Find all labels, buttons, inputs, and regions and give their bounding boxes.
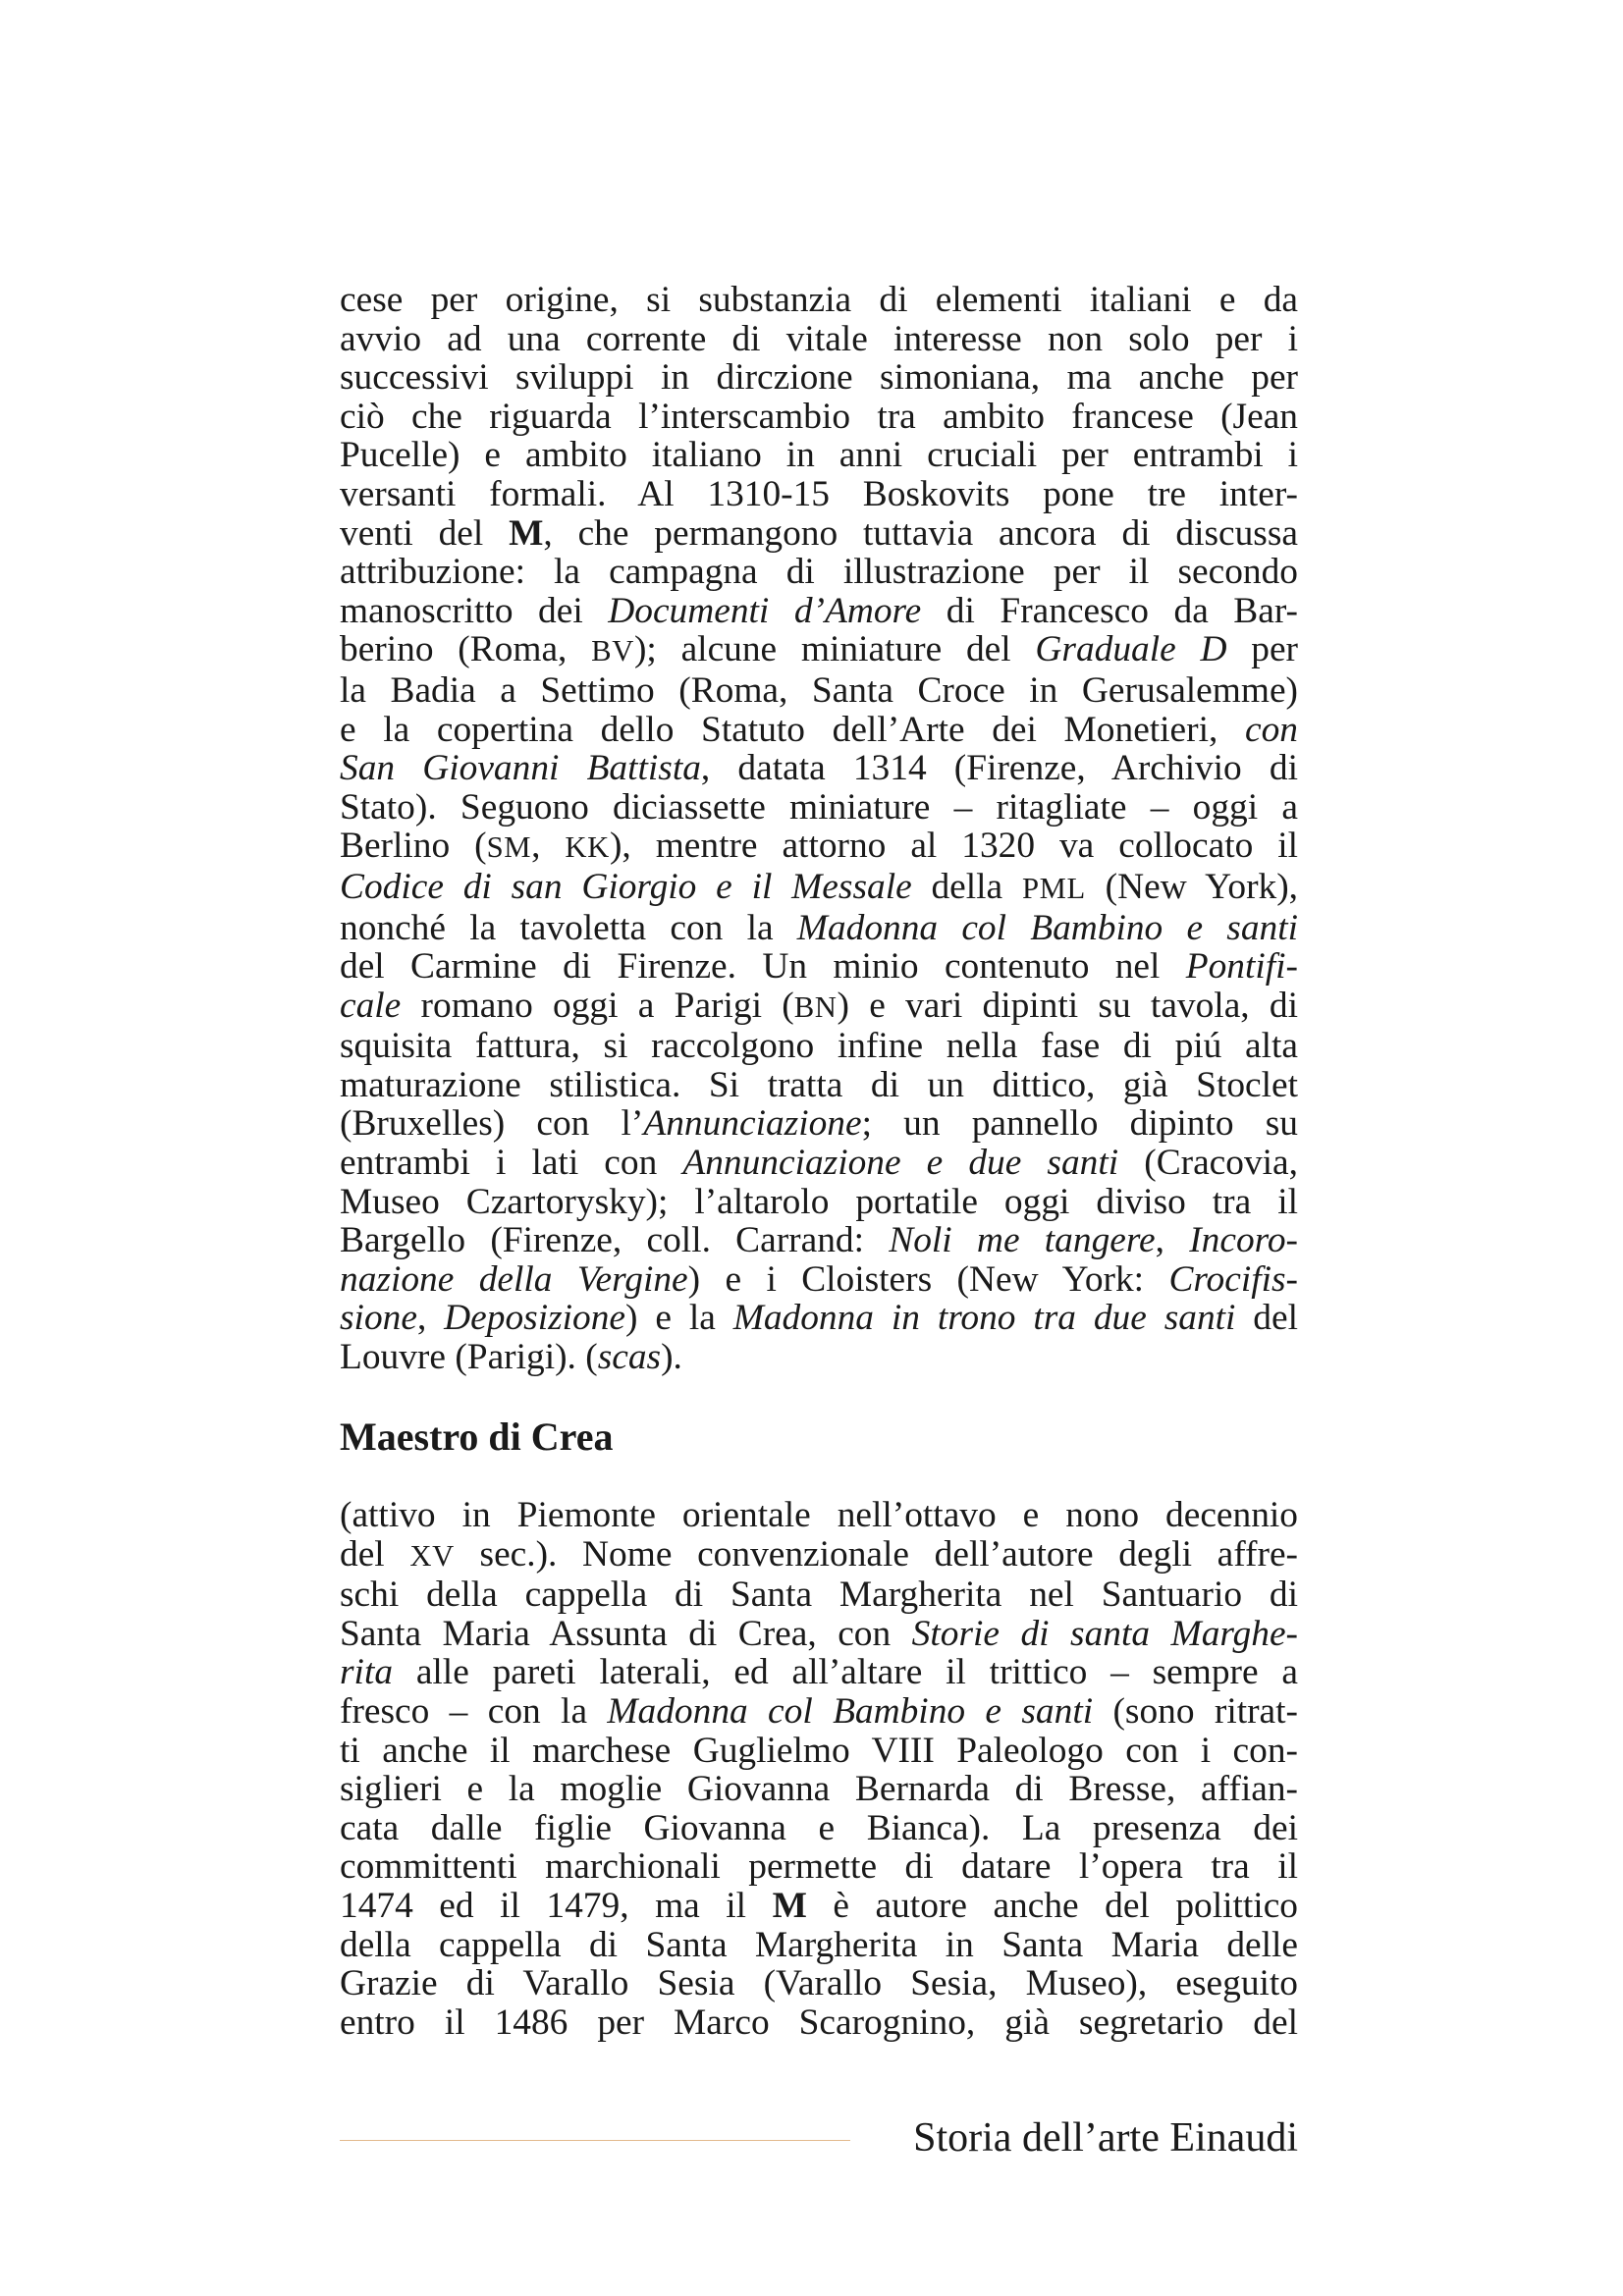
text-line: cale romano oggi a Parigi (BN) e vari dipinti su tavola, di [340, 985, 1298, 1026]
text-line: siglieri e la moglie Giovanna Bernarda di Bresse, affian- [340, 1769, 1298, 1810]
text-line: entro il 1486 per Marco Scarognino, già segretario del [340, 2002, 1298, 2043]
text-line: entrambi i lati con Annunciazione e due santi (Cracovia, [340, 1143, 1298, 1184]
text-line: squisita fattura, si raccolgono infine nella fase di piú alta [340, 1026, 1298, 1067]
text-line: del Carmine di Firenze. Un minio contenuto nel Pontifi- [340, 946, 1298, 988]
text-line: Santa Maria Assunta di Crea, con Storie di santa Marghe- [340, 1613, 1298, 1654]
text-line: committenti marchionali permette di datare l’opera tra il [340, 1846, 1298, 1888]
text-line: cata dalle figlie Giovanna e Bianca). La presenza dei [340, 1807, 1298, 1848]
text-line: Stato). Seguono diciassette miniature – ritagliate – oggi a [340, 786, 1298, 828]
entry-maestro-body [340, 281, 1298, 1377]
text-line: (Bruxelles) con l’Annunciazione; un pannello dipinto su [340, 1103, 1298, 1145]
footer-divider [340, 2140, 850, 2141]
text-line: nazione della Vergine) e i Cloisters (New York: Crocifis- [340, 1258, 1298, 1300]
text-line: rita alle pareti laterali, ed all’altare il trittico – sempre a [340, 1652, 1298, 1693]
text-line: 1474 ed il 1479, ma il M è autore anche del polittico [340, 1885, 1298, 1926]
text-line: successivi sviluppi in dirczione simoniana, ma anche per [340, 357, 1298, 399]
text-line: e la copertina dello Statuto dell’Arte dei Monetieri, con [340, 709, 1298, 750]
footer-publisher: Storia dell’arte Einaudi [913, 2115, 1298, 2161]
text-line: versanti formali. Al 1310-15 Boskovits pone tre inter- [340, 473, 1298, 514]
text-line: San Giovanni Battista, datata 1314 (Firenze, Archivio di [340, 748, 1298, 789]
text-line: ti anche il marchese Guglielmo VIII Paleologo con i con- [340, 1730, 1298, 1771]
text-line: venti del M, che permangono tuttavia ancora di discussa [340, 512, 1298, 554]
text-line: Grazie di Varallo Sesia (Varallo Sesia, Museo), eseguito [340, 1963, 1298, 2004]
text-line: della cappella di Santa Margherita in Santa Maria delle [340, 1924, 1298, 1965]
text-line: maturazione stilistica. Si tratta di un dittico, già Stoclet [340, 1064, 1298, 1105]
text-line: Museo Czartorysky); l’altarolo portatile oggi diviso tra il [340, 1181, 1298, 1222]
text-line: (attivo in Piemonte orientale nell’ottavo e nono decennio [340, 1495, 1298, 1535]
text-line: avvio ad una corrente di vitale interesse non solo per i [340, 318, 1298, 359]
text-line: Pucelle) e ambito italiano in anni cruciali per entrambi i [340, 435, 1298, 476]
text-line: Codice di san Giorgio e il Messale della PML (New York), [340, 866, 1299, 907]
text-line: Louvre (Parigi). (scas). [340, 1337, 682, 1378]
text-line: cese per origine, si substanzia di elementi italiani e da [340, 280, 1298, 320]
entry-maestro-di-crea-body [340, 1496, 1298, 2042]
text-line: del XV sec.). Nome convenzionale dell’autore degli affre- [340, 1533, 1298, 1575]
text-line: fresco – con la Madonna col Bambino e santi (sono ritrat- [340, 1690, 1298, 1732]
text-line: Berlino (SM, KK), mentre attorno al 1320 va collocato il [340, 826, 1299, 867]
text-line: Bargello (Firenze, coll. Carrand: Noli me tangere, Incoro- [340, 1220, 1298, 1261]
text-line: schi della cappella di Santa Margherita nel Santuario di [340, 1575, 1298, 1616]
text-line: manoscritto dei Documenti d’Amore di Francesco da Bar- [340, 590, 1298, 631]
text-line: attribuzione: la campagna di illustrazione per il secondo [340, 552, 1298, 593]
text-line: sione, Deposizione) e la Madonna in trono tra due santi del [340, 1298, 1298, 1339]
text-line: la Badia a Settimo (Roma, Santa Croce in Gerusalemme) [340, 669, 1298, 711]
text-line: nonché la tavoletta con la Madonna col Bambino e santi [340, 907, 1298, 948]
entry-heading-maestro-di-crea: Maestro di Crea [340, 1415, 614, 1459]
text-line: ciò che riguarda l’interscambio tra ambito francese (Jean [340, 396, 1298, 437]
text-line: berino (Roma, BV); alcune miniature del Graduale D per [340, 629, 1299, 670]
